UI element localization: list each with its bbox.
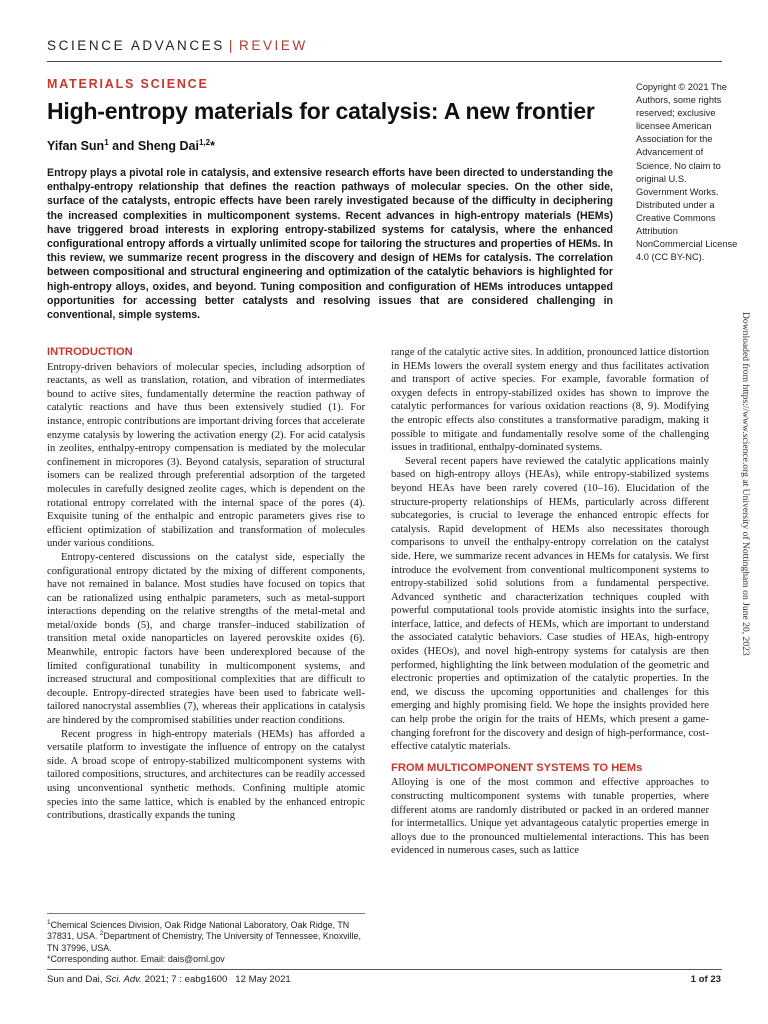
affiliation-marker: 1,2	[198, 137, 211, 147]
section-label: MATERIALS SCIENCE	[47, 77, 209, 91]
footer-rule	[47, 969, 722, 970]
download-note: Downloaded from https://www.science.org at University of Nottingham on June 20, 2023	[740, 312, 751, 656]
journal-name: SCIENCE ADVANCES	[47, 38, 225, 53]
footnote-rule	[47, 913, 365, 914]
body-paragraph: Several recent papers have reviewed the catalytic applications mainly based on high-entropy alloys (HEAs), while entropy-stabilized systems beyond HEAs have been rarely covered (10–16). Elucidation of the structure-property relationships of HEMs, particularly across different subcategories, is crucial to leverage the enhanced entropic effects for catalysis. Rapid development of HEMs also necessitates thorough comparisons to unveil the enthalpy-entropy correlation on the catalyst side. Here, we summarize recent advances in HEMs for catalysis. We first introduce the evolvement from conventional multicomponent systems to entropy-stabilized solid solutions from a fundamental perspective. Advanced synthetic and characterization techniques coupled with powerful computational tools provide atomistic insights into the surface, interface, lattice, and defects of HEMs, which are important to understand the associated catalytic behaviors. Case studies of HEAs, high-entropy oxides (HEOs), and novel high-entropy systems for catalysis are then performed, highlighting the link between modulation of the geometric and electronic properties and optimization of the catalytic properties. In the end, we discuss the upcoming opportunities and challenges for this emerging and highly promising field. We hope the insights provided here can help probe the origin for the traits of HEMs, which present a game-changing forefront for the discovery and design of high-performance, cost-effective catalytic materials.	[391, 455, 709, 753]
introduction-heading: INTRODUCTION	[47, 346, 133, 358]
page-number: 1 of 23	[690, 974, 721, 985]
copyright-notice: Copyright © 2021 The Authors, some rights reserved; exclusive licensee American Association for the Advancement of Science. No claim to original U.S. Government Works. Distributed under a Creative Commons Attribution NonCommercial License 4.0 (CC BY-NC).	[636, 82, 738, 263]
header-rule	[47, 61, 722, 62]
publication-date: 12 May 2021	[235, 974, 291, 985]
right-column	[391, 346, 709, 858]
body-paragraph: Entropy-driven behaviors of molecular species, including adsorption of reactants, as well as translation, rotation, and vibration of intermediates bound to active sites, fundamentally determine the reaction pathway of catalytic reactions and have thus been extensively studied (1). For instance, entropic contributions are important driving forces that accelerate enzyme catalysis by lowering the activation energy (2). For acid catalysis in zeolites, enthalpy-entropy compensation is mediated by the molecular confinement in micropores (3). Beyond catalysis, separation of structural isomers can be realized through preferential adsorption of the targeted molecules in carefully designed zeolite cages, which is dependent on the rotational entropy correlated with the internal space of the pores (4). Exquisite tuning of the enthalpic and entropic parameters gives rise to efficient optimization of stabilization and transformation of molecules under various conditions.	[47, 361, 365, 550]
citation-volume: 2021; 7 : eabg1600	[141, 974, 228, 985]
corresponding-author: *Corresponding author. Email: dais@ornl.gov	[47, 953, 225, 964]
citation-authors: Sun and Dai,	[47, 974, 106, 985]
author-name[interactable]: Yifan Sun	[47, 139, 105, 153]
affiliation-footnote	[47, 920, 372, 965]
abstract: Entropy plays a pivotal role in catalysis, and extensive research efforts have been directed to understanding the enthalpy-entropy relationship that defines the reaction pathways of molecular species. On the other side, surface of the catalysts, entropic effects have been rarely investigated because of the difficulty in deciphering the increased complexities in multicomponent systems. Recent advances in high-entropy materials (HEMs) have triggered broad interests in exploring entropy-stabilized systems for catalysis, where the enhanced configurational entropy affords a virtually unlimited scope for tailoring the structures and properties of HEMs. In this review, we summarize recent progress in the discovery and design of HEMs for catalysis. The correlation between compositional and structural engineering and optimization of the catalytic behaviors is highlighted for high-entropy alloys, oxides, and beyond. Tuning composition and configuration of HEMs introduces untapped opportunities for accessing better catalysts and resolving issues that are considered challenging in conventional, simple systems.	[47, 167, 613, 322]
affiliation-marker: 2	[99, 930, 104, 938]
body-paragraph: Entropy-centered discussions on the catalyst side, especially the configurational entropy dictated by the mixing of different components, have not remained in balance. Most studies have focused on topics that can be rationalized using enthalpic parameters, such as metal-support interactions depending on the relative strengths of the metal-metal and metal/oxide bonds (5), and charge transfer–induced stabilization of transition metal oxide nanoparticles on layered perovskite oxides (6). Meanwhile, entropic factors have been underexplored because of the limited configurational tunability in multicomponent systems, and increased structural and compositional complexities that are difficult to decouple. Entropy-directed strategies have been used to fabricate well-tailored nanocrystal assemblies (7), whereas their applications in catalysis are hindered by the compromised stabilities under reaction conditions.	[47, 551, 365, 727]
body-paragraph: Recent progress in high-entropy materials (HEMs) has afforded a versatile platform to investigate the influence of entropy on the catalyst side. A broad scope of entropy-stabilized multicomponent systems with tailored compositions, structures, and architectures can be readily accessed using unconventional synthetic methods. Confining multiple atomic species into the same lattice, which is enabled by the enhanced entropic contributions, drastically expands the tuning	[47, 728, 365, 822]
body-paragraph: range of the catalytic active sites. In addition, pronounced lattice distortion in HEMs lowers the overall system energy and thus facilitates activation and transport of active species. For example, favorable formation of oxygen defects in entropy-stabilized oxides has shown to improve the catalytic performances for various oxidation reactions (8, 9). Modifying the entropic effects also constitutes a transformative paradigm, making it possible to mitigate and fundamentally resolve some of the challenging issues in traditional, enthalpy-dominated systems.	[391, 347, 709, 454]
author-name[interactable]: Sheng Dai	[137, 139, 199, 153]
journal-header	[47, 38, 308, 53]
author-line	[47, 139, 215, 153]
affiliation-marker: 1	[47, 919, 51, 927]
download-watermark	[739, 312, 753, 692]
affiliation-marker: 1	[104, 137, 109, 147]
corresponding-mark: *	[210, 139, 215, 153]
article-type: REVIEW	[239, 38, 308, 53]
body-paragraph: Alloying is one of the most common and effective approaches to constructing multicomponent systems with tunable properties, where different atoms are randomly distributed or packed in an ordered manner for intermetallics. Unique yet advantageous catalytic properties emerge in alloys due to the pronounced multielemental interactions. This has been evidenced in numerous cases, such as lattice	[391, 777, 709, 857]
header-separator: |	[228, 38, 235, 53]
footer-citation	[47, 974, 291, 985]
left-column	[47, 346, 365, 823]
author-joiner: and	[108, 139, 138, 153]
affiliation-2: Department of Chemistry, The University of Tennessee, Knoxville, TN 37996, USA.	[47, 931, 361, 953]
section-heading: FROM MULTICOMPONENT SYSTEMS TO HEMs	[391, 761, 643, 774]
citation-journal: Sci. Adv.	[105, 974, 142, 985]
article-title: High-entropy materials for catalysis: A new frontier	[47, 98, 595, 124]
affiliation-1: Chemical Sciences Division, Oak Ridge National Laboratory, Oak Ridge, TN 37831, USA.	[47, 920, 350, 942]
